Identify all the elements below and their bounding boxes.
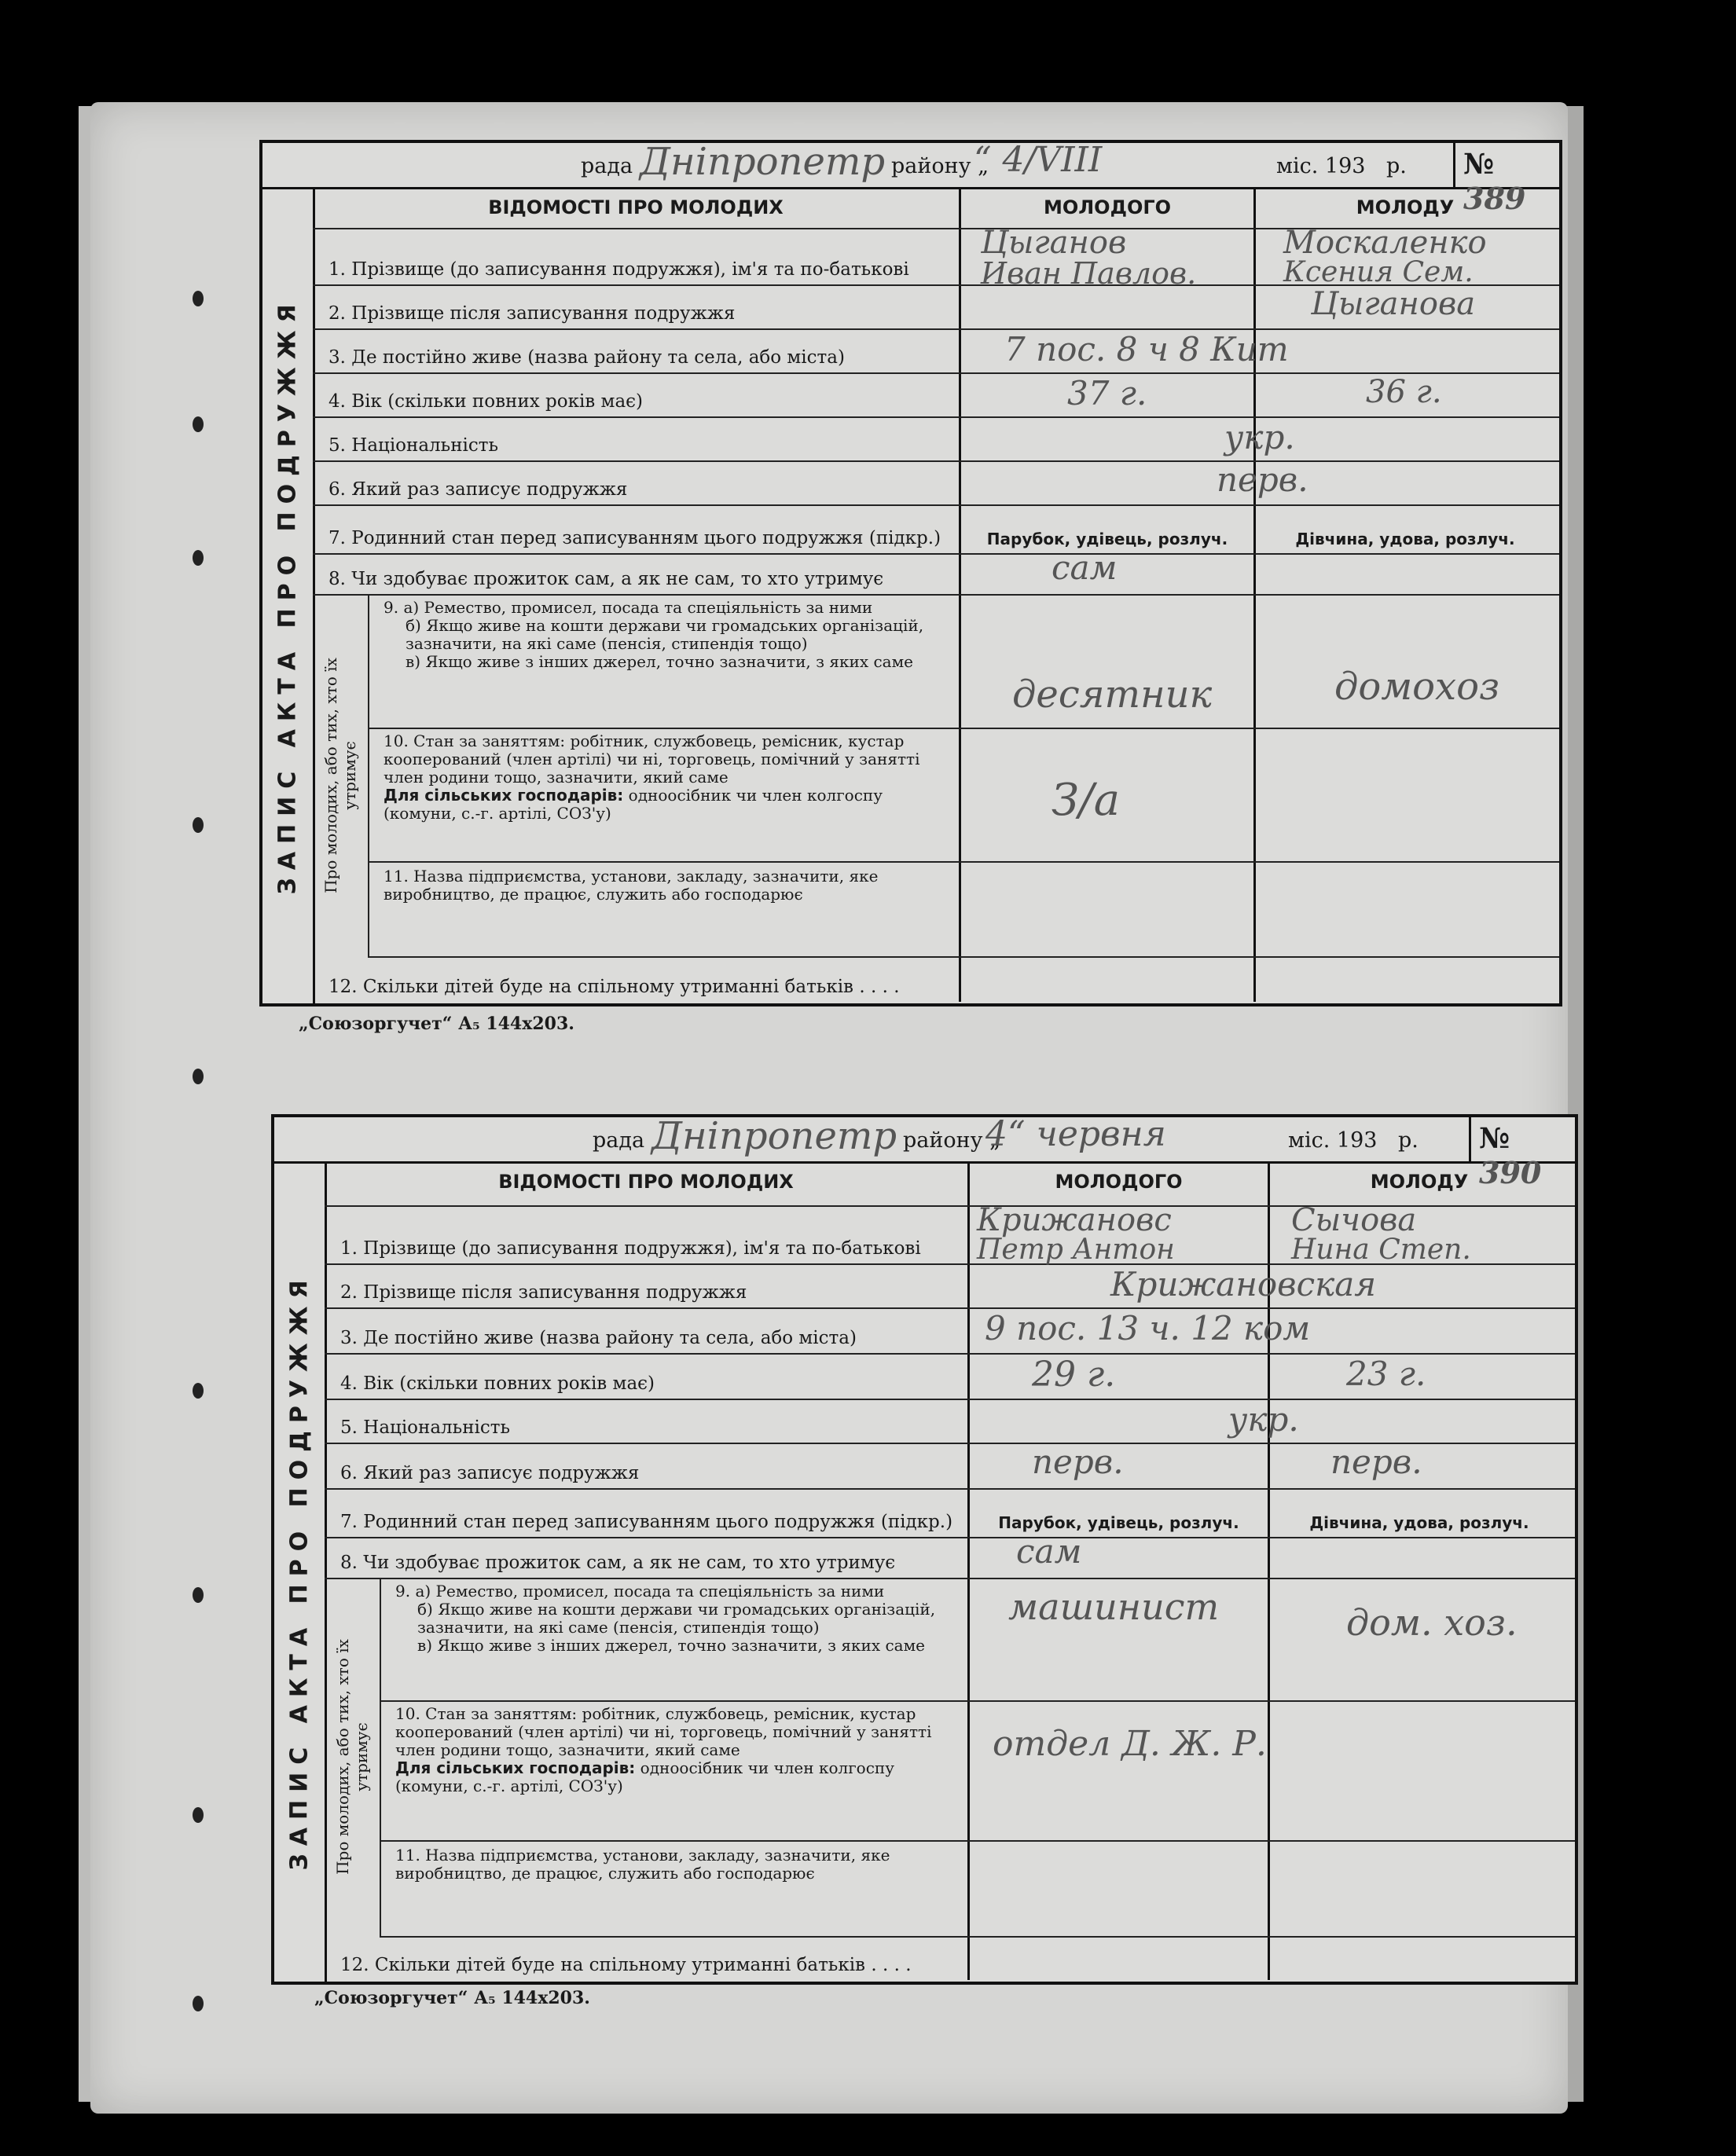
binding-hole [193,1807,204,1823]
row-q11 [380,1840,1575,1938]
question-2: 2. Прізвище після записування подружжя [328,303,736,324]
mis-label: міс. 193 [1276,154,1366,178]
sub-side-label-line-1: Про молодих, або тих, хто їх [333,1639,352,1875]
binding-hole [193,550,204,566]
mis-label: міс. 193 [1288,1128,1378,1153]
support-source: сам [1016,1532,1082,1571]
question-10-tail: одноосібник чи член колгоспу (комуни, с.-г. артілі, СОЗ'у) [384,786,883,823]
side-title-column [262,187,315,1003]
question-6: 6. Який раз записує подружжя [328,479,628,500]
question-4: 4. Вік (скільки повних років має) [328,391,644,412]
number-label: № [1463,148,1495,181]
groom-status-options: Парубок, удівець, розлуч. [986,530,1228,548]
binding-hole [193,416,204,432]
record-number: 389 [1463,181,1526,216]
row-q5 [325,1399,1575,1444]
groom-occupation: десятник [1012,673,1213,717]
groom-age: 29 г. [1032,1355,1116,1395]
bride-name: Нина Степ. [1291,1234,1471,1266]
question-9 [384,599,957,671]
groom-status: З/а [1052,775,1121,826]
side-title-column [274,1161,327,1982]
question-9a: 9. а) Ремество, промисел, посада та спеціяльність за ними [395,1582,885,1600]
sub-side-column [313,594,369,956]
question-5: 5. Національність [340,1417,511,1438]
raionu-label: району „ [891,154,989,178]
binding-hole [193,1383,204,1399]
binding-hole [193,817,204,833]
row-q12 [325,1936,1575,1980]
residence: 7 пос. 8 ч 8 Кит [1004,330,1289,368]
bride-occupation: домохоз [1334,665,1500,709]
row-q10 [380,1700,1575,1842]
handwritten-rada: Дніпропетр [640,140,886,184]
question-10-text: 10. Стан за заняттям: робітник, службовець, ремісник, кустар кооперований (член артілі) чи ні, торговець, помічний у занятті член родини тощо, зазначити, який саме [395,1704,932,1759]
groom-name: Петр Антон [977,1234,1175,1266]
residence: 9 пос. 13 ч. 12 ком [985,1309,1311,1348]
header-bride: МОЛОДУ [1370,1171,1469,1193]
raionu-label: району „ [903,1128,1001,1153]
row-q2 [325,1263,1575,1309]
row-q11 [368,861,1559,958]
question-10-bold: Для сільських господарів: [384,786,624,805]
imprint: „Союзоргучет“ А₅ 144x203. [299,1014,574,1034]
row-q7 [325,1488,1575,1538]
side-title: ЗАПИС АКТА ПРО ПОДРУЖЖЯ [273,295,302,895]
row-q9 [368,594,1559,729]
row-q10 [368,728,1559,863]
question-11: 11. Назва підприємства, установи, закладу, зазначити, яке виробництво, де працює, служить або господарює [384,867,879,904]
question-10 [384,732,957,823]
bride-surname: Сычова [1291,1202,1417,1238]
times-married: перв. [1217,460,1308,499]
row-q6 [325,1443,1575,1490]
groom-times-married: перв. [1032,1443,1124,1481]
row-q1 [325,1202,1575,1266]
number-label: № [1479,1122,1510,1155]
bride-new-surname: Цыганова [1311,286,1476,322]
question-8: 8. Чи здобуває прожиток сам, а як не сам, то хто утримує [340,1553,896,1573]
groom-status: отдел Д. Ж. Р. [993,1724,1267,1764]
question-10-bold: Для сільських господарів: [395,1758,636,1777]
row-q6 [313,460,1559,506]
question-3: 3. Де постійно живе (назва району та села, або міста) [328,347,845,368]
row-q3 [325,1307,1575,1355]
binding-hole [193,1996,204,2011]
sub-side-label-line-2: утримує [340,740,359,810]
header-bride: МОЛОДУ [1356,196,1455,218]
sub-side-label [321,658,359,893]
groom-surname: Крижановс [977,1202,1172,1238]
question-12: 12. Скільки дітей буде на спільному утриманні батьків . . . . [328,977,900,997]
bride-status-options: Дівчина, удова, розлуч. [1295,530,1515,548]
r-label: р. [1386,154,1407,178]
question-9c: в) Якщо живе з інших джерел, точно зазначити, з яких саме [406,652,913,671]
question-9b: б) Якщо живе на кошти держави чи громадських організацій, зазначити, на які саме (пенсія, стипендія тощо) [417,1600,936,1637]
binding-hole [193,291,204,306]
question-7: 7. Родинний стан перед записуванням цього подружжя (підкр.) [340,1512,953,1532]
header-info: ВІДОМОСТІ ПРО МОЛОДИХ [488,196,784,218]
row-q8 [313,548,1559,596]
question-7: 7. Родинний стан перед записуванням цього подружжя (підкр.) [328,528,941,548]
bride-age: 23 г. [1346,1355,1426,1393]
question-1: 1. Прізвище (до записування подружжя), ім'я та по-батькові [340,1238,921,1259]
rada-label: рада [593,1128,645,1153]
question-9c: в) Якщо живе з інших джерел, точно зазначити, з яких саме [417,1636,925,1655]
groom-status-options: Парубок, удівець, розлуч. [998,1513,1239,1532]
r-label: р. [1398,1128,1419,1153]
imprint: „Союзоргучет“ А₅ 144x203. [314,1988,590,2008]
question-6: 6. Який раз записує подружжя [340,1463,640,1483]
sub-side-label-line-2: утримує [352,1722,371,1791]
question-10-text: 10. Стан за заняттям: робітник, службовець, ремісник, кустар кооперований (член артілі) чи ні, торговець, помічний у занятті член родини тощо, зазначити, який саме [384,732,920,786]
rada-label: рада [581,154,633,178]
record-number: 390 [1479,1155,1542,1190]
row-q2 [313,284,1559,330]
question-10 [395,1705,961,1795]
question-3: 3. Де постійно живе (назва району та села, або міста) [340,1328,857,1348]
sub-side-column [325,1578,381,1936]
bride-status-options: Дівчина, удова, розлуч. [1309,1513,1529,1532]
handwritten-rada: Дніпропетр [651,1114,897,1158]
groom-occupation: машинист [1008,1586,1220,1628]
handwritten-date: 4“ червня [985,1114,1166,1154]
handwritten-date: “ 4/VIII [974,140,1103,180]
support-source: сам [1052,548,1118,587]
groom-name: Иван Павлов. [981,256,1197,291]
bride-times-married: перв. [1330,1443,1422,1481]
form-grid [325,1161,1575,1982]
binding-hole [193,1587,204,1603]
question-9a: 9. а) Ремество, промисел, посада та спеціяльність за ними [384,598,873,617]
marriage-form-1 [259,140,1562,1006]
question-9b: б) Якщо живе на кошти держави чи громадських організацій, зазначити, на які саме (пенсія, стипендія тощо) [406,616,924,653]
row-q5 [313,416,1559,462]
bride-occupation: дом. хоз. [1346,1601,1518,1644]
groom-surname: Цыганов [981,225,1127,261]
bride-name: Ксения Сем. [1283,256,1474,288]
header-groom: МОЛОДОГО [1043,196,1172,218]
question-2: 2. Прізвище після записування подружжя [340,1282,747,1303]
question-1: 1. Прізвище (до записування подружжя), ім'я та по-батькові [328,259,909,280]
question-12: 12. Скільки дітей буде на спільному утриманні батьків . . . . [340,1955,912,1975]
bride-age: 36 г. [1366,374,1442,410]
row-q4 [325,1353,1575,1400]
header-groom: МОЛОДОГО [1055,1171,1183,1193]
column-headers [325,1161,1575,1207]
question-4: 4. Вік (скільки повних років має) [340,1373,655,1394]
record-number-box [1453,143,1559,216]
question-9 [395,1582,961,1655]
record-number-box [1469,1117,1575,1190]
nationality: укр. [1228,1400,1299,1439]
bride-new-surname: Крижановская [1110,1265,1377,1304]
marriage-form-2 [271,1114,1578,1985]
sub-side-label-line-1: Про молодих, або тих, хто їх [321,657,340,893]
header-info: ВІДОМОСТІ ПРО МОЛОДИХ [498,1171,794,1193]
row-q8 [325,1532,1575,1579]
sub-side-label [333,1639,371,1875]
groom-age: 37 г. [1067,374,1147,412]
question-10-tail: одноосібник чи член колгоспу (комуни, с.-г. артілі, СОЗ'у) [395,1758,895,1795]
row-q4 [313,372,1559,418]
bride-surname: Москаленко [1283,225,1487,261]
row-q7 [313,504,1559,555]
question-5: 5. Національність [328,435,499,456]
form-grid [313,187,1559,1003]
row-q9 [380,1578,1575,1702]
side-title: ЗАПИС АКТА ПРО ПОДРУЖЖЯ [285,1272,314,1871]
row-q1 [313,225,1559,291]
binding-hole [193,1069,204,1084]
column-headers [313,187,1559,229]
nationality: укр. [1224,418,1295,456]
row-q12 [313,956,1559,1002]
question-8: 8. Чи здобуває прожиток сам, а як не сам, то хто утримує [328,569,884,589]
question-11: 11. Назва підприємства, установи, закладу, зазначити, яке виробництво, де працює, служить або господарює [395,1846,890,1883]
row-q3 [313,328,1559,374]
